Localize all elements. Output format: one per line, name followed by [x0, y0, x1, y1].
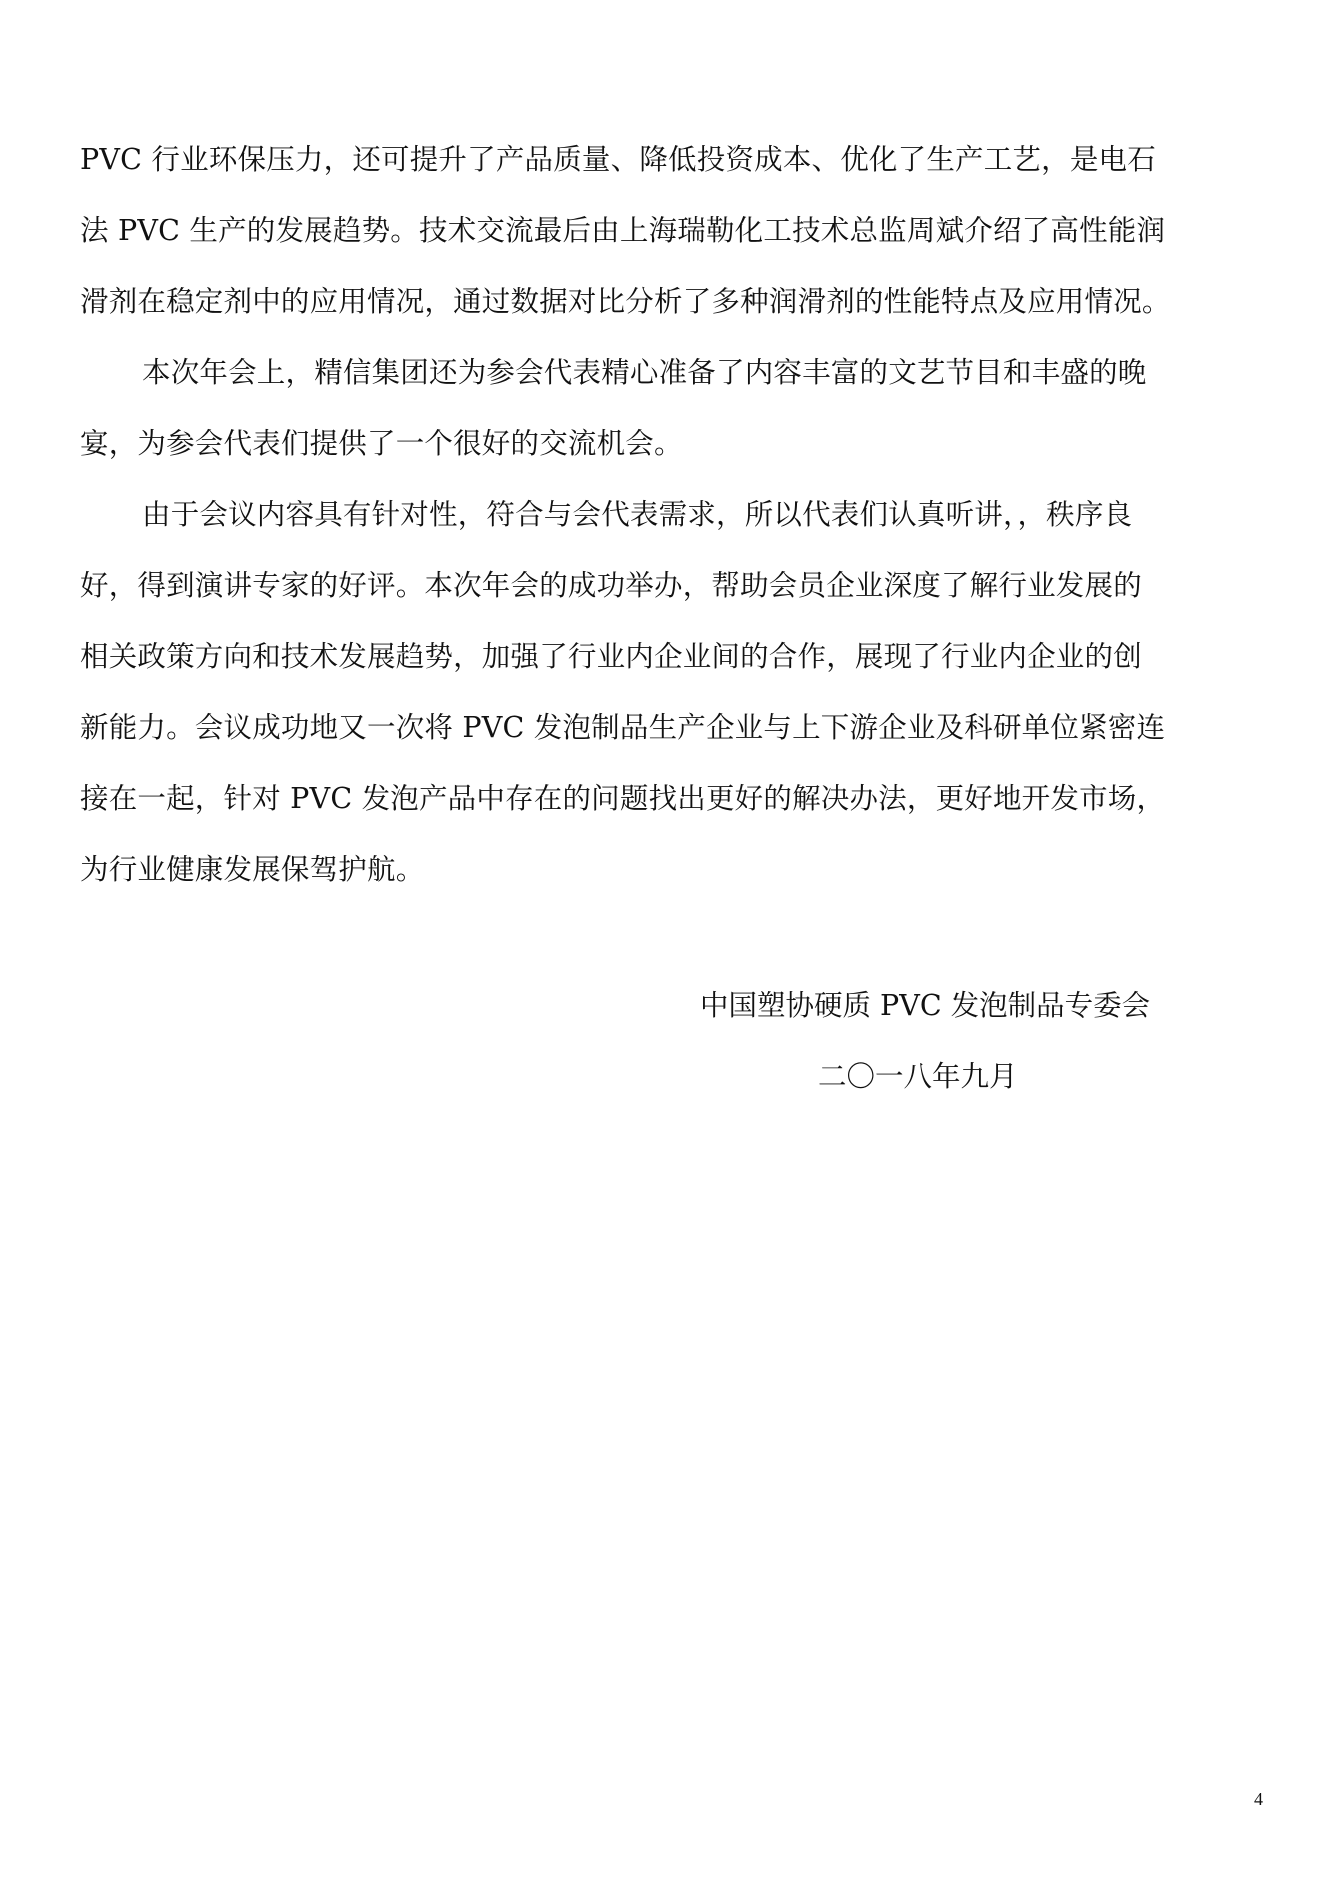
paragraph-1-line-1: PVC 行业环保压力，还可提升了产品质量、降低投资成本、优化了生产工艺，是电石 — [80, 143, 1156, 176]
paragraph-3-line-3: 相关政策方向和技术发展趋势，加强了行业内企业间的合作，展现了行业内企业的创 — [80, 640, 1142, 673]
paragraph-1-line-2: 法 PVC 生产的发展趋势。技术交流最后由上海瑞勒化工技术总监周斌介绍了高性能润 — [80, 214, 1166, 247]
paragraph-3-line-2: 好，得到演讲专家的好评。本次年会的成功举办，帮助会员企业深度了解行业发展的 — [80, 569, 1142, 602]
paragraph-2-line-2: 宴，为参会代表们提供了一个很好的交流机会。 — [80, 427, 683, 460]
paragraph-3-line-5: 接在一起，针对 PVC 发泡产品中存在的问题找出更好的解决办法，更好地开发市场， — [80, 782, 1166, 815]
page-number: 4 — [1254, 1789, 1263, 1809]
paragraph-3-line-4: 新能力。会议成功地又一次将 PVC 发泡制品生产企业与上下游企业及科研单位紧密连 — [80, 711, 1166, 744]
paragraph-1-line-3: 滑剂在稳定剂中的应用情况，通过数据对比分析了多种润滑剂的性能特点及应用情况。 — [80, 285, 1171, 318]
signature-organization: 中国塑协硬质 PVC 发泡制品专委会 — [700, 989, 1151, 1022]
paragraph-2-line-1: 本次年会上，精信集团还为参会代表精心准备了内容丰富的文艺节目和丰盛的晚 — [142, 356, 1147, 389]
paragraph-3-line-1: 由于会议内容具有针对性，符合与会代表需求，所以代表们认真听讲，，秩序良 — [142, 498, 1133, 531]
paragraph-3-line-6: 为行业健康发展保驾护航。 — [80, 853, 425, 886]
signature-date: 二〇一八年九月 — [818, 1060, 1018, 1093]
